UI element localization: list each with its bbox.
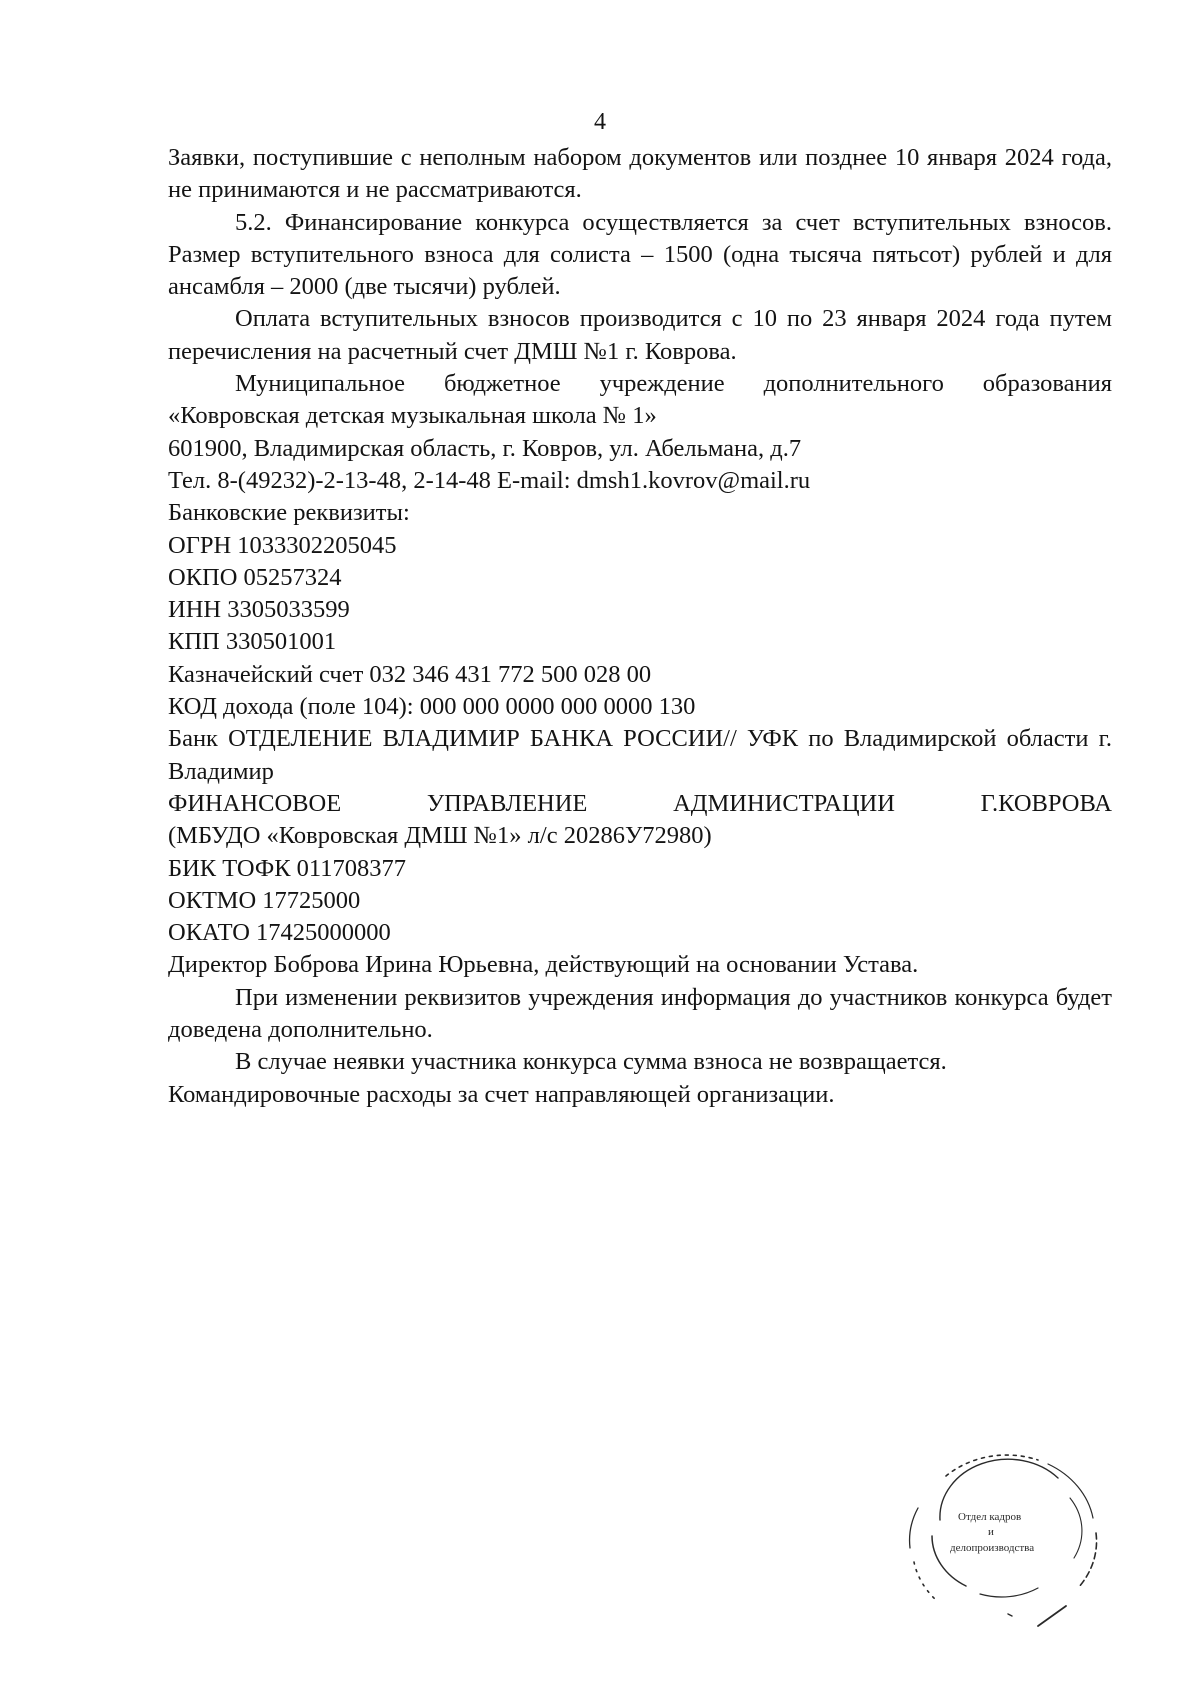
okpo-line: ОКПО 05257324 [168, 563, 342, 591]
treasury-account-line: Казначейский счет 032 346 431 772 500 028 00 [168, 660, 652, 688]
paragraph-financing: 5.2. Финансирование конкурса осуществляется за счет вступительных взносов. Размер вступительного взноса для солиста – 1500 (одна тысяча пятьсот) рублей и для ансамбля – 2000 (две тысячи) рублей. [168, 208, 1112, 301]
stamp-text-line-1: Отдел кадров [958, 1511, 1022, 1523]
paragraph-late-applications: Заявки, поступившие с неполным набором документов или позднее 10 января 2024 года, не принимаются и не рассматриваются. [168, 144, 1112, 204]
paragraph-no-refund: В случае неявки участника конкурса сумма взноса не возвращается. [235, 1048, 947, 1076]
paragraph-requisites-change: При изменении реквизитов учреждения информация до участников конкурса будет доведена дополнительно. [168, 983, 1112, 1044]
oktmo-line: ОКТМО 17725000 [168, 886, 361, 914]
paragraph-institution-name: Муниципальное бюджетное учреждение дополнительного образования «Ковровская детская музыкальная школа № 1» [168, 370, 1112, 430]
stamp-text-line-3: делопроизводства [950, 1542, 1035, 1554]
paragraph-payment-period: Оплата вступительных взносов производится с 10 по 23 января 2024 года путем перечисления на расчетный счет ДМШ №1 г. Коврова. [168, 305, 1112, 365]
account-holder-line: (МБУДО «Ковровская ДМШ №1» л/с 20286У72980) [168, 822, 712, 850]
kpp-line: КПП 330501001 [168, 628, 337, 656]
finance-department-line: ФИНАНСОВОЕ УПРАВЛЕНИЕ АДМИНИСТРАЦИИ Г.КОВРОВА [168, 789, 1112, 817]
inn-line: ИНН 3305033599 [168, 596, 350, 624]
paragraph-travel-expenses: Командировочные расходы за счет направляющей организации. [168, 1080, 835, 1108]
stamp-text-line-2: и [988, 1526, 994, 1538]
ogrn-line: ОГРН 1033302205045 [168, 531, 397, 559]
department-stamp [888, 1438, 1108, 1638]
bank-details-heading: Банковские реквизиты: [168, 499, 410, 527]
okato-line: ОКАТО 17425000000 [168, 919, 391, 947]
bik-line: БИК ТОФК 011708377 [168, 854, 407, 882]
address-line: 601900, Владимирская область, г. Ковров, ул. Абельмана, д.7 [168, 434, 802, 462]
income-code-line: КОД дохода (поле 104): 000 000 0000 000 0000 130 [168, 693, 696, 721]
bank-line: Банк ОТДЕЛЕНИЕ ВЛАДИМИР БАНКА РОССИИ// УФК по Владимирской области г. Владимир [168, 725, 1112, 785]
contact-line: Тел. 8-(49232)-2-13-48, 2-14-48 E-mail: dmsh1.kovrov@mail.ru [168, 466, 811, 494]
page-number: 4 [594, 109, 606, 135]
document-body [168, 142, 1112, 1111]
director-line: Директор Боброва Ирина Юрьевна, действующий на основании Устава. [168, 951, 919, 979]
